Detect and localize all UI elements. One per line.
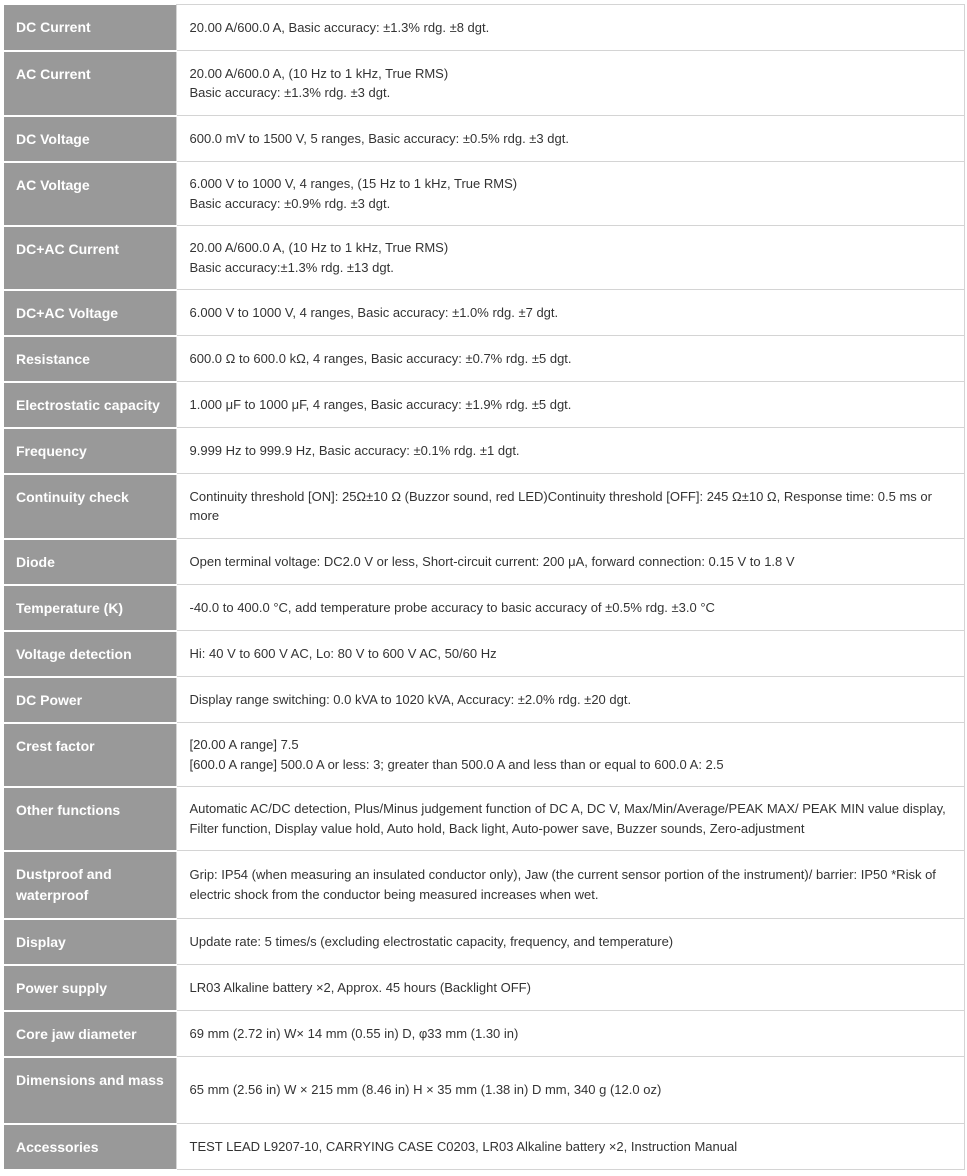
spec-row: [4, 428, 964, 474]
spec-value-line: Grip: IP54 (when measuring an insulated conductor only), Jaw (the current sensor portion of the instrument)/ barrier: IP50 *Risk of electric shock from the conductor being measured increases when wet.: [189, 867, 936, 902]
spec-value-line: Display range switching: 0.0 kVA to 1020 kVA, Accuracy: ±2.0% rdg. ±20 dgt.: [189, 691, 632, 707]
spec-label: Frequency: [4, 428, 176, 474]
spec-label: AC Voltage: [4, 162, 176, 226]
spec-value: [176, 851, 964, 919]
spec-label: Crest factor: [4, 723, 176, 787]
spec-row: [4, 851, 964, 919]
spec-row: [4, 5, 964, 51]
spec-value: [176, 919, 964, 965]
spec-value: [176, 336, 964, 382]
spec-row: [4, 51, 964, 116]
spec-label: DC Current: [4, 5, 176, 51]
spec-row: [4, 162, 964, 226]
spec-value-line: 9.999 Hz to 999.9 Hz, Basic accuracy: ±0.1% rdg. ±1 dgt.: [189, 442, 520, 458]
spec-label: DC+AC Voltage: [4, 290, 176, 336]
spec-row: [4, 116, 964, 162]
spec-row: [4, 474, 964, 539]
spec-value-line: Automatic AC/DC detection, Plus/Minus judgement function of DC A, DC V, Max/Min/Average/PEAK MAX/ PEAK MIN value display, Filter function, Display value hold, Auto hold, Back light, Auto-power save, Buzzer sounds, Zero-adjustment: [189, 801, 946, 836]
spec-value-line: Hi: 40 V to 600 V AC, Lo: 80 V to 600 V AC, 50/60 Hz: [189, 645, 497, 661]
spec-value: [176, 428, 964, 474]
spec-label: AC Current: [4, 51, 176, 116]
spec-label: Dustproof and waterproof: [4, 851, 176, 919]
spec-row: [4, 1057, 964, 1124]
spec-value-line: Basic accuracy: ±1.3% rdg. ±3 dgt.: [189, 85, 391, 100]
spec-value-line: Basic accuracy: ±0.9% rdg. ±3 dgt.: [189, 195, 391, 211]
spec-value-line: Basic accuracy:±1.3% rdg. ±13 dgt.: [189, 259, 394, 275]
spec-value-line: 6.000 V to 1000 V, 4 ranges, (15 Hz to 1 kHz, True RMS): [189, 176, 518, 191]
spec-row: [4, 539, 964, 585]
spec-label: Dimensions and mass: [4, 1057, 176, 1124]
spec-value: [176, 382, 964, 428]
spec-value: [176, 290, 964, 336]
spec-label: Core jaw diameter: [4, 1011, 176, 1057]
spec-value: [176, 787, 964, 851]
spec-value: [176, 51, 964, 116]
spec-value-line: 600.0 Ω to 600.0 kΩ, 4 ranges, Basic accuracy: ±0.7% rdg. ±5 dgt.: [189, 350, 572, 366]
spec-value-line: 600.0 mV to 1500 V, 5 ranges, Basic accuracy: ±0.5% rdg. ±3 dgt.: [189, 130, 569, 146]
spec-value: [176, 585, 964, 631]
spec-value: [176, 226, 964, 290]
spec-value-line: [20.00 A range] 7.5: [189, 737, 299, 752]
spec-row: [4, 787, 964, 851]
spec-label: Voltage detection: [4, 631, 176, 677]
spec-value: [176, 116, 964, 162]
spec-row: [4, 585, 964, 631]
spec-value-line: 20.00 A/600.0 A, Basic accuracy: ±1.3% rdg. ±8 dgt.: [189, 19, 490, 35]
spec-label: Accessories: [4, 1124, 176, 1170]
spec-value: [176, 1124, 964, 1170]
spec-value-line: LR03 Alkaline battery ×2, Approx. 45 hours (Backlight OFF): [189, 979, 531, 995]
spec-label: DC+AC Current: [4, 226, 176, 290]
spec-label: Temperature (K): [4, 585, 176, 631]
spec-value-line: TEST LEAD L9207-10, CARRYING CASE C0203, LR03 Alkaline battery ×2, Instruction Manual: [189, 1138, 738, 1154]
spec-value: [176, 539, 964, 585]
spec-label: Continuity check: [4, 474, 176, 539]
spec-value: [176, 1057, 964, 1124]
spec-row: [4, 290, 964, 336]
spec-label: Electrostatic capacity: [4, 382, 176, 428]
spec-row: [4, 336, 964, 382]
spec-value: [176, 474, 964, 539]
spec-label: Diode: [4, 539, 176, 585]
spec-value-line: Update rate: 5 times/s (excluding electrostatic capacity, frequency, and temperature): [189, 933, 674, 949]
spec-label: Other functions: [4, 787, 176, 851]
spec-value-line: 20.00 A/600.0 A, (10 Hz to 1 kHz, True RMS): [189, 65, 449, 81]
spec-row: [4, 965, 964, 1011]
spec-row: [4, 1011, 964, 1057]
spec-value-line: [600.0 A range] 500.0 A or less: 3; greater than 500.0 A and less than or equal to 600.0 A: 2.5: [189, 756, 724, 772]
spec-value-line: 1.000 μF to 1000 μF, 4 ranges, Basic accuracy: ±1.9% rdg. ±5 dgt.: [189, 396, 572, 412]
spec-value: [176, 1011, 964, 1057]
spec-label: Power supply: [4, 965, 176, 1011]
spec-row: [4, 677, 964, 723]
spec-value-line: 20.00 A/600.0 A, (10 Hz to 1 kHz, True RMS): [189, 240, 449, 255]
spec-row: [4, 631, 964, 677]
spec-row: [4, 723, 964, 787]
spec-value-line: 6.000 V to 1000 V, 4 ranges, Basic accuracy: ±1.0% rdg. ±7 dgt.: [189, 304, 559, 320]
spec-value-line: -40.0 to 400.0 °C, add temperature probe accuracy to basic accuracy of ±0.5% rdg. ±3.0 °C: [189, 599, 715, 615]
spec-value: [176, 677, 964, 723]
spec-label: DC Voltage: [4, 116, 176, 162]
spec-row: [4, 382, 964, 428]
spec-row: [4, 226, 964, 290]
spec-label: DC Power: [4, 677, 176, 723]
spec-value: [176, 723, 964, 787]
spec-value-line: 65 mm (2.56 in) W × 215 mm (8.46 in) H × 35 mm (1.38 in) D mm, 340 g (12.0 oz): [189, 1082, 662, 1098]
spec-value-line: Open terminal voltage: DC2.0 V or less, Short-circuit current: 200 μA, forward connection: 0.15 V to 1.8 V: [189, 553, 795, 569]
spec-label: Resistance: [4, 336, 176, 382]
spec-label: Display: [4, 919, 176, 965]
spec-value: [176, 5, 964, 51]
spec-value-line: 69 mm (2.72 in) W× 14 mm (0.55 in) D, φ33 mm (1.30 in): [189, 1025, 519, 1041]
spec-value: [176, 631, 964, 677]
spec-value-line: Continuity threshold [ON]: 25Ω±10 Ω (Buzzor sound, red LED)Continuity threshold [OFF]: 245 Ω±10 Ω, Response time: 0.5 ms or more: [189, 488, 932, 523]
spec-value: [176, 965, 964, 1011]
spec-row: [4, 1124, 964, 1170]
spec-row: [4, 919, 964, 965]
specifications-table: [4, 4, 965, 1171]
specifications-body: [4, 5, 964, 1170]
spec-value: [176, 162, 964, 226]
